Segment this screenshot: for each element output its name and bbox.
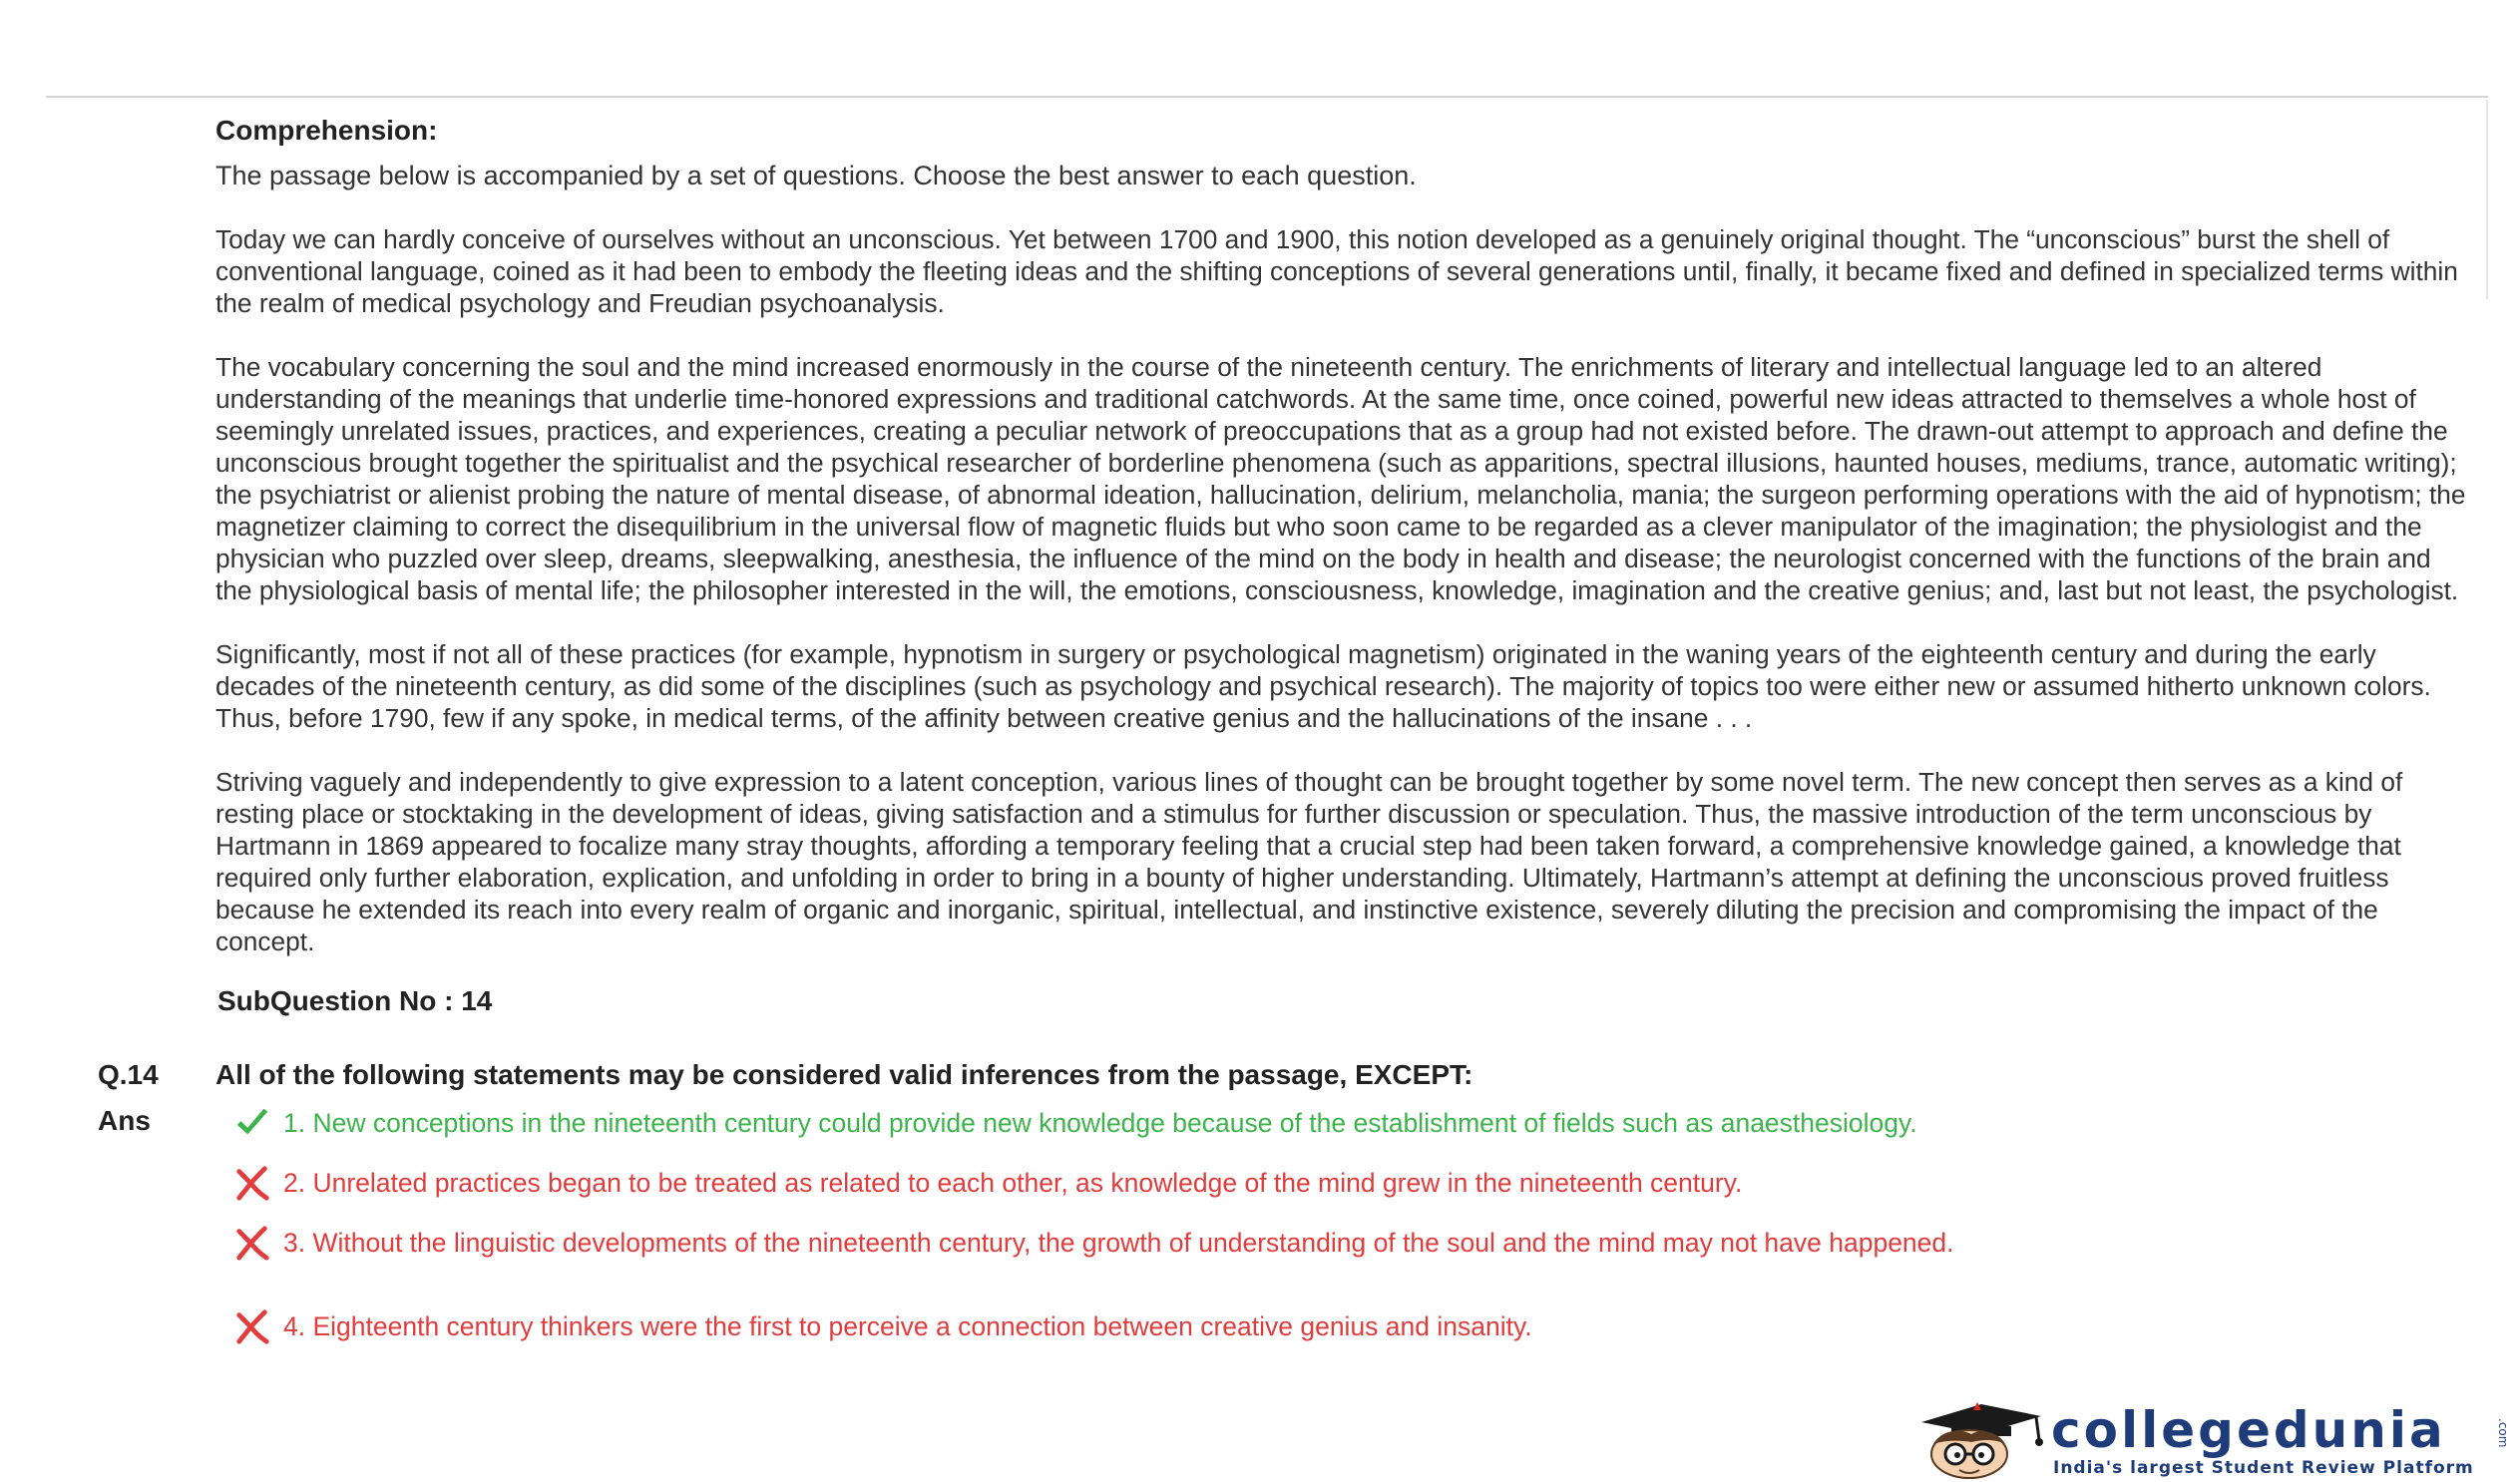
passage-paragraph-3: Significantly, most if not all of these practices (for example, hypnotism in surgery or psychological magnetism) originated in the waning years of the eighteenth century and during the early decades of the nineteenth century, as did some of the disciplines (such as psychology and psychical research). The majority of topics too were either new or assumed hitherto unknown colors. Thus, before 1790, few if any spoke, in medical terms, of the affinity between creative genius and the hallucinations of the insane . . . bbox=[215, 639, 2431, 733]
comprehension-section bbox=[215, 112, 2474, 1029]
answer-option-3 bbox=[233, 1223, 1954, 1263]
passage-paragraph-2: The vocabulary concerning the soul and the mind increased enormously in the course of the nineteenth century. The enrichments of literary and intellectual language led to an altered understanding of the meanings that underlie time-honored expressions and traditional catchwords. At the same time, once coined, powerful new ideas attracted to themselves a whole host of seemingly unrelated issues, practices, and experiences, creating a peculiar network of preoccupations that as a group had not existed before. The drawn-out attempt to approach and define the unconscious brought together the spiritualist and the psychical researcher of borderline phenomena (such as apparitions, spectral illusions, haunted houses, mediums, trance, automatic writing); the psychiatrist or alienist probing the nature of mental disease, of abnormal ideation, hallucination, delirium, melancholia, mania; the surgeon performing operations with the aid of hypnotism; the magnetizer claiming to correct the disequilibrium in the universal flow of magnetic fluids but who soon came to be regarded as a clever manipulator of the imagination; the physiologist and the physician who puzzled over sleep, dreams, sleepwalking, anesthesia, the influence of the mind on the body in health and disease; the neurologist concerned with the functions of the brain and the physiological basis of mental life; the philosopher interested in the will, the emotions, consciousness, knowledge, imagination and the creative genius; and, last but not least, the psychologist. bbox=[215, 352, 2466, 605]
question-text: All of the following statements may be considered valid inferences from the passage, EXCEPT: bbox=[215, 1059, 1473, 1090]
answer-option-2 bbox=[233, 1163, 1742, 1203]
answer-option-text: 4. Eighteenth century thinkers were the first to perceive a connection between creative genius and insanity. bbox=[283, 1310, 1532, 1341]
cross-mark-icon bbox=[233, 1224, 271, 1262]
comprehension-intro: The passage below is accompanied by a set of questions. Choose the best answer to each question. bbox=[215, 161, 1417, 190]
passage-paragraph-1: Today we can hardly conceive of ourselves without an unconscious. Yet between 1700 and 1900, this notion developed as a genuinely original thought. The “unconscious” burst the shell of conventional language, coined as it had been to embody the fleeting ideas and the shifting conceptions of several generations until, finally, it became fixed and defined in specialized terms within the realm of medical psychology and Freudian psychoanalysis. bbox=[215, 224, 2458, 318]
answer-option-text: 3. Without the linguistic developments of the nineteenth century, the growth of understanding of the soul and the mind may not have happened. bbox=[283, 1227, 1954, 1258]
mascot-icon bbox=[1882, 1400, 2051, 1480]
logo-suffix: .com bbox=[2496, 1418, 2510, 1448]
answer-option-1 bbox=[233, 1103, 1917, 1143]
check-mark-icon bbox=[233, 1104, 271, 1142]
question-number: Q.14 bbox=[98, 1059, 159, 1090]
passage-paragraph-4: Striving vaguely and independently to give expression to a latent conception, various lines of thought can be brought together by some novel term. The new concept then serves as a kind of resting place or stocktaking in the development of ideas, giving satisfaction and a stimulus for further discussion or speculation. Thus, the massive introduction of the term unconscious by Hartmann in 1869 appeared to focalize many stray thoughts, affording a temporary feeling that a crucial step had been taken forward, a comprehensive knowledge gained, a knowledge that required only further elaboration, explication, and unfolding in order to bring in a bounty of higher understanding. Ultimately, Hartmann’s attempt at defining the unconscious proved fruitless because he extended its reach into every realm of organic and inorganic, spiritual, intellectual, and instinctive existence, severely diluting the precision and compromising the impact of the concept. bbox=[215, 767, 2403, 956]
collegedunia-logo bbox=[1882, 1400, 2516, 1480]
top-divider bbox=[46, 96, 2488, 98]
logo-tagline: India's largest Student Review Platform bbox=[2053, 1458, 2474, 1478]
comprehension-heading: Comprehension: bbox=[215, 115, 438, 146]
answer-option-text: 1. New conceptions in the nineteenth century could provide new knowledge because of the establishment of fields such as anaesthesiology. bbox=[283, 1107, 1917, 1138]
answer-label: Ans bbox=[98, 1105, 151, 1136]
subquestion-number: SubQuestion No : 14 bbox=[217, 985, 493, 1016]
logo-wordmark: collegedunia bbox=[2051, 1401, 2446, 1459]
cross-mark-icon bbox=[233, 1164, 271, 1202]
answer-option-4 bbox=[233, 1306, 1532, 1346]
answer-option-text: 2. Unrelated practices began to be treated as related to each other, as knowledge of the mind grew in the nineteenth century. bbox=[283, 1167, 1743, 1198]
right-divider bbox=[2486, 100, 2488, 299]
cross-mark-icon bbox=[233, 1307, 271, 1345]
